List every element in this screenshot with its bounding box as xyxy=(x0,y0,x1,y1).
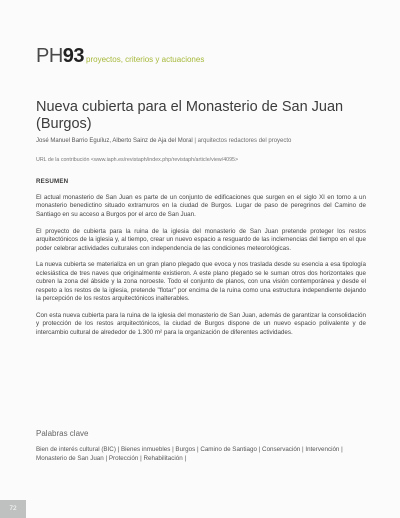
abstract-paragraph: El proyecto de cubierta para la ruina de la iglesia del monasterio de San Juan pretende proteger los restos arquitectónicos de la iglesia y, al tiempo, crear un nuevo espacio a resguardo de las inclemencias del tiempo en el que poder celebrar actividades culturales con independencia de las condiciones meteorológicas. xyxy=(36,227,366,252)
journal-name: PH xyxy=(36,45,63,67)
section-name: proyectos, criterios y actuaciones xyxy=(86,55,205,64)
article-authors xyxy=(36,137,366,146)
abstract-paragraph: Con esta nueva cubierta para la ruina de la iglesia del monasterio de San Juan, además de garantizar la consolidación y protección de los restos arquitectónicos, la ciudad de Burgos dispone de un nuevo espacio polivalente y de intercambio cultural de alrededor de 1.300 m² para la organización de diferentes actividades. xyxy=(36,311,366,336)
issue-number: 93 xyxy=(62,45,85,67)
abstract-paragraph: La nueva cubierta se materializa en un gran plano plegado que evoca y nos traslada desde su esencia a esa tipología eclesiástica de tres naves que originalmente existieron. A este plano plegado se le suman otros dos horizontales que cubren la zona del ábside y la zona noroeste. Todo el conjunto de planos, con una visión contemporánea y desde el respeto a los restos de la iglesia, pretende "flotar" por encima de la ruina como una estructura independiente dejando la percepción de los restos arquitectónicos inalterables. xyxy=(36,261,366,303)
keywords-heading: Palabras clave xyxy=(36,429,89,438)
journal-masthead xyxy=(36,46,204,66)
page-number: 72 xyxy=(0,500,26,518)
author-names: José Manuel Barrio Eguíluz, Alberto Sainz de Aja del Moral xyxy=(36,138,193,144)
author-role: | arquitectos redactores del proyecto xyxy=(192,138,292,144)
abstract-paragraph: El actual monasterio de San Juan es parte de un conjunto de edificaciones que surgen en el siglo XI en torno a un monasterio benedictino situado extramuros en la ciudad de Burgos. Lugar de paso de peregrinos del Camino de Santiago en su acceso a Burgos por el arco de San Juan. xyxy=(36,194,366,218)
article-title: Nueva cubierta para el Monasterio de San Juan (Burgos) xyxy=(36,99,344,132)
abstract-body xyxy=(36,194,366,346)
contribution-url[interactable]: URL de la contribución <www.iaph.es/revistaph/index.php/revistaph/article/view/4095> xyxy=(36,157,239,163)
abstract-heading: RESUMEN xyxy=(36,178,69,185)
keywords-list: Bien de interés cultural (BIC) | Bienes inmuebles | Burgos | Camino de Santiago | Conservación | Intervención | Monasterio de San Juan | Protección | Rehabilitación | xyxy=(36,446,343,462)
